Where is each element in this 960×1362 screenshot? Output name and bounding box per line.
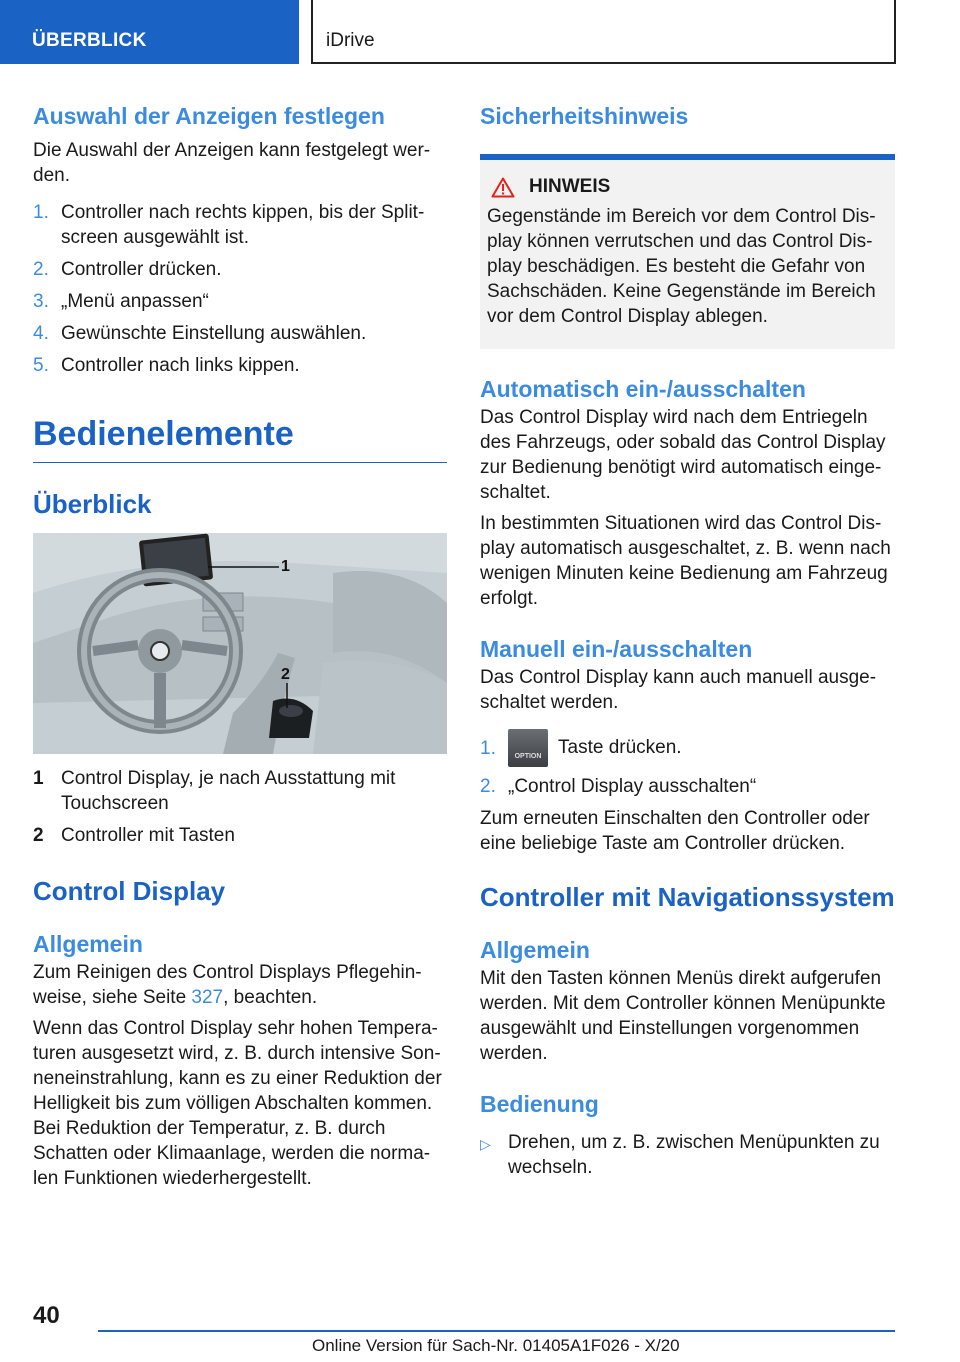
controller-heading: Controller mit Navigationssystem bbox=[480, 882, 895, 912]
bedienung-list bbox=[480, 1130, 895, 1180]
list-item: 3. „Menü anpassen“ bbox=[33, 291, 209, 312]
bedienung-heading: Bedienung bbox=[480, 1091, 599, 1117]
notice-title bbox=[487, 176, 888, 198]
warning-triangle-icon bbox=[491, 177, 515, 198]
list-item: 1. OPTION Taste drücken. bbox=[480, 729, 895, 767]
list-item: 4. Gewünschte Einstellung auswählen. bbox=[33, 323, 367, 344]
sicherheit-heading: Sicherheitshinweis bbox=[480, 103, 689, 129]
manuell-heading: Manuell ein-/ausschalten bbox=[480, 636, 753, 662]
notice-text: Gegenstände im Bereich vor dem Control Dis-play können verrutschen und das Control Dis-play beschädigen. Es besteht die Gefahr von Sachschäden. Keine Gegenstände im Bereich vor dem Control Display ablegen. bbox=[487, 206, 876, 327]
footer-rule bbox=[98, 1330, 895, 1332]
notice-label: HINWEIS bbox=[529, 176, 611, 197]
page-number: 40 bbox=[33, 1302, 60, 1329]
list-item: 1. Controller nach rechts kippen, bis der Split-screen ausgewählt ist. bbox=[33, 202, 425, 248]
allgemein-heading-right: Allgemein bbox=[480, 937, 590, 963]
photo-legend bbox=[33, 766, 447, 848]
list-item: 1 Control Display, je nach Ausstattung mit Touchscreen bbox=[33, 768, 396, 814]
photo-callout-1: 1 bbox=[281, 558, 290, 575]
allgemein-right-paragraph: Mit den Tasten können Menüs direkt aufgerufen werden. Mit dem Controller können Menüpunkte ausgewählt und Einstellungen vorgenommen werden. bbox=[480, 968, 886, 1064]
list-item: ▷ Drehen, um z. B. zwischen Menüpunkten zu wechseln. bbox=[480, 1132, 880, 1178]
list-item: 5. Controller nach links kippen. bbox=[33, 355, 300, 376]
auswahl-steps bbox=[33, 200, 447, 378]
manuell-paragraph-1: Das Control Display kann auch manuell ausge-schaltet werden. bbox=[480, 667, 877, 713]
left-column bbox=[33, 100, 447, 1191]
control-display-heading: Control Display bbox=[33, 876, 226, 906]
list-item: 2. „Control Display ausschalten“ bbox=[480, 776, 757, 797]
cockpit-illustration bbox=[33, 533, 447, 754]
auswahl-heading: Auswahl der Anzeigen festlegen bbox=[33, 103, 385, 129]
allgemein-heading-left: Allgemein bbox=[33, 931, 143, 957]
bedienelemente-heading: Bedienelemente bbox=[33, 414, 447, 463]
allgemein-paragraph-1: Zum Reinigen des Control Displays Pflegehin-weise, siehe Seite 327, beachten. bbox=[33, 962, 422, 1008]
header-section-tab bbox=[0, 0, 299, 64]
list-item: 2 Controller mit Tasten bbox=[33, 825, 235, 846]
header-chapter-label: iDrive bbox=[326, 30, 375, 51]
notice-box bbox=[480, 160, 895, 349]
ueberblick-heading: Überblick bbox=[33, 489, 152, 519]
allgemein-paragraph-2: Wenn das Control Display sehr hohen Tempera-turen ausgesetzt wird, z. B. durch intensive Son-neneinstrahlung, kann es zu einer Reduktion der Helligkeit bis zum völligen Abschalten kommen. Bei Reduktion der Temperatur, z. B. durch Schatten oder Klimaanlage, werden die norma-len Funktionen wiederhergestellt. bbox=[33, 1018, 442, 1189]
header-section-label: ÜBERBLICK bbox=[32, 30, 147, 51]
cockpit-photo bbox=[33, 533, 447, 754]
right-column bbox=[480, 100, 895, 1180]
page-link-327[interactable]: 327 bbox=[191, 987, 224, 1008]
auto-heading: Automatisch ein-/ausschalten bbox=[480, 376, 806, 402]
footer-text: Online Version für Sach-Nr. 01405A1F026 - X/20 bbox=[312, 1336, 680, 1355]
auswahl-intro: Die Auswahl der Anzeigen kann festgelegt wer-den. bbox=[33, 140, 431, 186]
list-item: 2. Controller drücken. bbox=[33, 259, 222, 280]
option-button-icon: OPTION bbox=[508, 729, 548, 767]
triangle-bullet-icon: ▷ bbox=[480, 1136, 491, 1152]
header-chapter-box bbox=[311, 0, 896, 64]
auto-paragraph-1: Das Control Display wird nach dem Entriegeln des Fahrzeugs, oder sobald das Control Display zur Bedienung benötigt wird automatisch einge-schaltet. bbox=[480, 407, 886, 503]
auto-paragraph-2: In bestimmten Situationen wird das Control Dis-play automatisch ausgeschaltet, z. B. wenn nach wenigen Minuten keine Bedienung am Fahrzeug erfolgt. bbox=[480, 513, 891, 609]
photo-callout-2: 2 bbox=[281, 666, 290, 683]
manuell-steps bbox=[480, 729, 895, 799]
manuell-paragraph-2: Zum erneuten Einschalten den Controller oder eine beliebige Taste am Controller drücken. bbox=[480, 808, 870, 854]
